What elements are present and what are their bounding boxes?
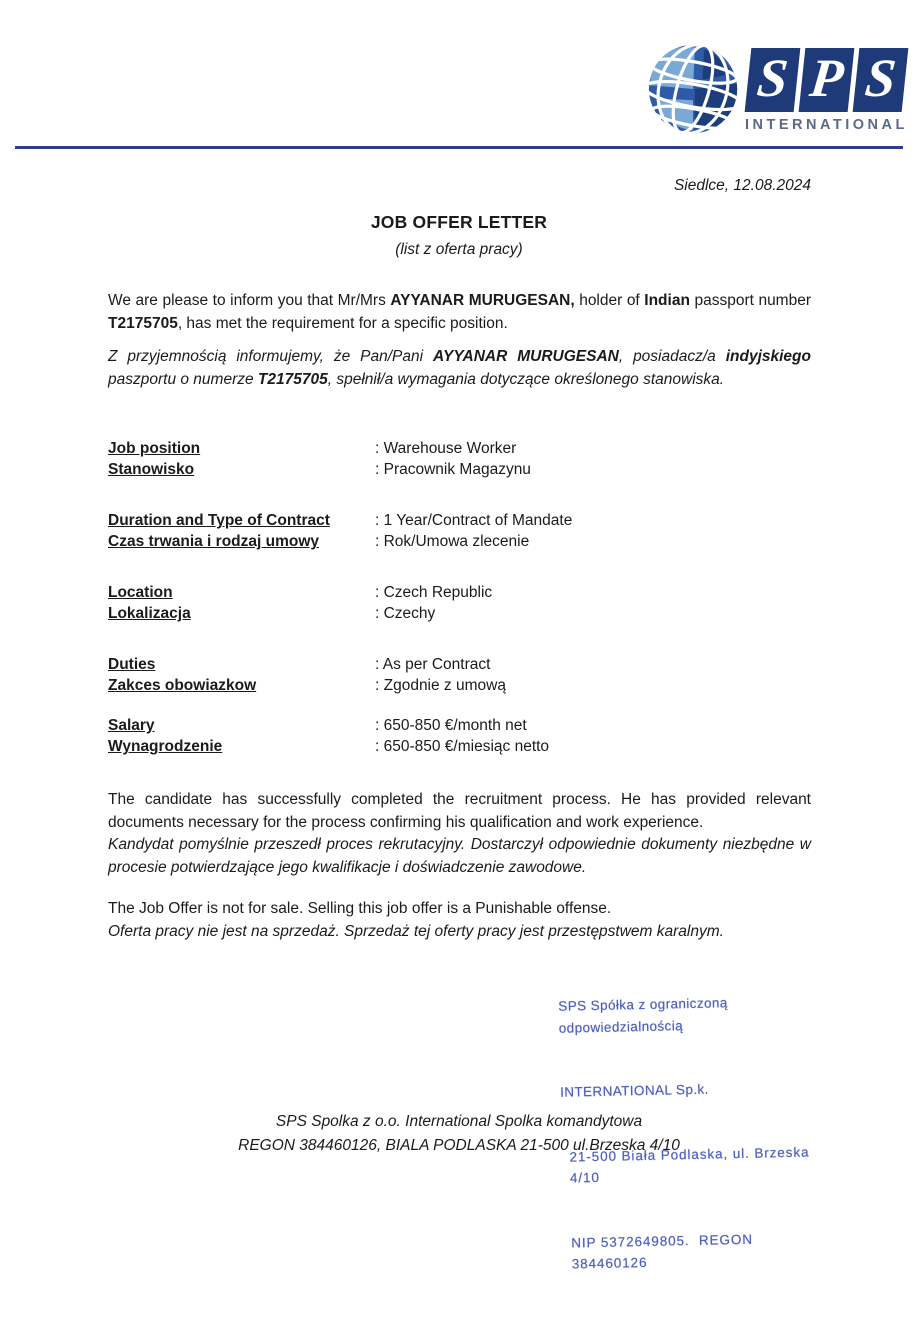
intro-en-seg: holder of [574, 292, 645, 309]
detail-line [108, 438, 811, 459]
letter-footer [0, 1110, 918, 1158]
footer-line-company: SPS Spolka z o.o. International Spolka komandytowa [275, 1113, 643, 1130]
passport-number: T2175705 [108, 314, 178, 332]
detail-line [108, 459, 811, 480]
logo-letter: P [806, 48, 847, 108]
letter-title: JOB OFFER LETTER [370, 212, 548, 232]
intro-paragraph-en [108, 290, 811, 335]
intro-pl-seg: , posiadacz/a [618, 348, 726, 365]
logo-letter-tiles [748, 48, 905, 112]
company-logo [646, 42, 908, 136]
notice-line-en: The Job Offer is not for sale. Selling this job offer is a Punishable offense. [108, 900, 612, 917]
detail-label-en: Location [108, 584, 173, 601]
detail-label-pl: Lokalizacja [108, 605, 191, 622]
detail-line [108, 603, 811, 624]
intro-paragraph-pl [108, 346, 811, 391]
intro-en-seg: We are please to inform you that Mr/Mrs [108, 292, 391, 309]
detail-row-location [108, 582, 811, 624]
intro-pl-seg: paszportu o numerze [108, 370, 258, 388]
detail-label-pl: Stanowisko [108, 461, 195, 478]
stamp-line: INTERNATIONAL Sp.k. [559, 1081, 709, 1100]
detail-value-pl: : Pracownik Magazynu [375, 461, 531, 478]
detail-line [108, 582, 811, 603]
detail-label-pl: Zakces obowiazkow [108, 677, 257, 694]
detail-label-en: Salary [108, 717, 155, 734]
logo-wordmark: INTERNATIONAL [745, 117, 908, 133]
logo-tile-p [799, 48, 855, 112]
detail-value-en: : Czech Republic [375, 584, 493, 601]
stamp-line: NIP 5372649805. REGON 384460126 [571, 1231, 758, 1272]
closing-paragraph-pl: Kandydat pomyślnie przeszedł proces rekrutacyjny. Dostarczył odpowiednie dokumenty niezbędne w procesie potwierdzające jego kwalifikacje i doświadczenie zawodowe. [108, 836, 811, 876]
detail-label-pl: Czas trwania i rodzaj umowy [108, 533, 320, 550]
letter-date: Siedlce, 12.08.2024 [673, 177, 811, 194]
detail-label-pl: Wynagrodzenie [108, 738, 223, 755]
closing-paragraphs [108, 789, 811, 879]
detail-label-en: Duration and Type of Contract [108, 512, 330, 529]
passport-number-pl: T2175705 [257, 370, 328, 388]
nationality: Indian [644, 292, 690, 309]
detail-value-pl: : 650-850 €/miesiąc netto [375, 738, 550, 755]
detail-line [108, 715, 811, 736]
detail-line [108, 654, 811, 675]
detail-line [108, 531, 811, 552]
closing-paragraph-en: The candidate has successfully completed the recruitment process. He has provided relevant documents necessary for the process confirming his qualification and work experience. [108, 791, 811, 831]
detail-label-en: Duties [108, 656, 156, 673]
logo-tile-s2 [853, 48, 909, 112]
intro-pl-seg: Z przyjemnością informujemy, że Pan/Pani [108, 348, 433, 365]
detail-label-en: Job position [108, 440, 201, 457]
notice-paragraphs [108, 898, 811, 943]
logo-letter: S [862, 48, 899, 108]
nationality-pl: indyjskiego [725, 348, 811, 365]
stamp-line: 21-500 Biała Podlaska, ul. Brzeska 4/10 [569, 1143, 815, 1186]
detail-row-duties [108, 654, 811, 696]
detail-value-pl: : Czechy [375, 605, 436, 622]
notice-line-pl: Oferta pracy nie jest na sprzedaż. Sprzedaż tej oferty pracy jest przestępstwem karalnym. [108, 922, 724, 940]
candidate-name-pl: AYYANAR MURUGESAN [432, 348, 619, 365]
header-divider [15, 146, 903, 149]
stamp-line: SPS Spółka z ograniczoną odpowiedzialnością [558, 995, 733, 1036]
detail-value-en: : 1 Year/Contract of Mandate [375, 512, 573, 529]
detail-value-pl: : Zgodnie z umową [375, 677, 506, 694]
intro-pl-seg: , spełnił/a wymagania dotyczące określonego stanowiska. [327, 370, 725, 388]
logo-tile-s1 [745, 48, 801, 112]
detail-line [108, 675, 811, 696]
globe-icon [646, 42, 740, 136]
logo-letter: S [754, 48, 791, 108]
detail-value-en: : As per Contract [375, 656, 491, 673]
detail-line [108, 510, 811, 531]
detail-value-en: : 650-850 €/month net [375, 717, 527, 734]
detail-row-contract [108, 510, 811, 552]
detail-row-salary [108, 715, 811, 757]
footer-line-address: REGON 384460126, BIALA PODLASKA 21-500 ul.Brzeska 4/10 [238, 1137, 680, 1154]
letter-subtitle: (list z oferta pracy) [395, 241, 523, 258]
intro-en-seg: , has met the requirement for a specific position. [177, 314, 508, 332]
detail-line [108, 736, 811, 757]
detail-row-job-position [108, 438, 811, 480]
intro-en-seg: passport number [689, 292, 811, 309]
detail-value-pl: : Rok/Umowa zlecenie [375, 533, 530, 550]
candidate-name: AYYANAR MURUGESAN, [390, 292, 575, 309]
detail-value-en: : Warehouse Worker [375, 440, 517, 457]
